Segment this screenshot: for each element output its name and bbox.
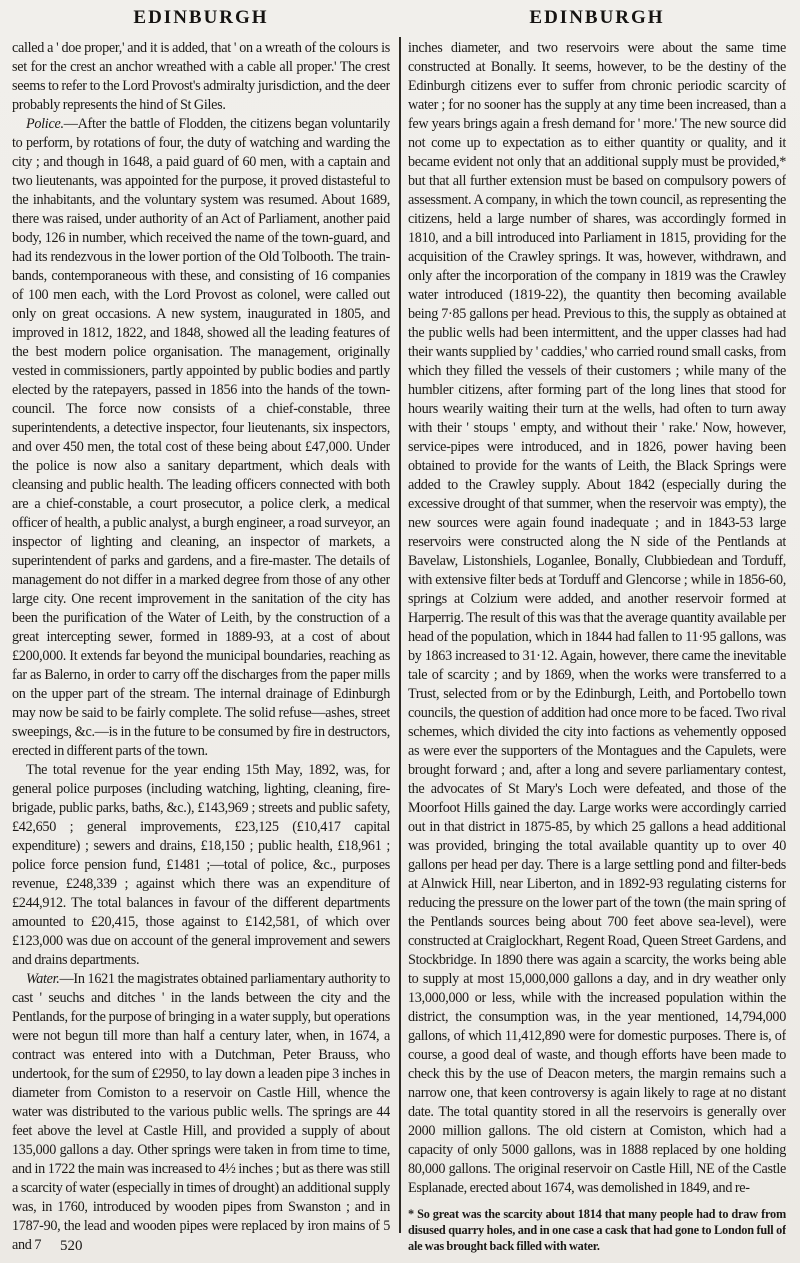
paragraph-lead: Water. <box>26 971 60 987</box>
left-column <box>12 39 390 1257</box>
text-columns <box>12 39 788 1257</box>
paragraph: inches diameter, and two reservoirs were about the same time constructed at Bonally. It seems, however, to be the destiny of the Edinburgh citizens ever to suffer from chronic periodic scarcity of water ; for no sooner has the supply at any time been increased, than a few years brings again a fresh demand for ' more.' The new source did not come up to expectation as to either quantity or quality, and it became evident not only that an additional supply must be provided,* but that all further extension must be based on compulsory powers of assessment. A company, in which the town council, as representing the citizens, held a large number of shares, was accordingly formed in 1810, and a bill introduced into Parliament in 1815, providing for the acquisition of the Crawley springs. It was, however, withdrawn, and only after the incorporation of the company in 1819 was the Crawley water introduced (1819-22), the quantity then becoming available being 7·85 gallons per head. Previous to this, the supply as obtained at the public wells had been intermittent, and the upper classes had had their wants supplied by ' caddies,' who carried round small casks, from which they filled the vessels of their customers ; while many of the humbler citizens, after forming part of the long lines that stood for hours wearily waiting their turn at the wells, had often to turn away with their ' stoups ' empty, and without their ' rake.' Now, however, service-pipes were introduced, and in 1826, power having been obtained to provide for the wants of Leith, the Black Springs were added to the Crawley supply. About 1842 (especially during the excessive drought of that summer, when the reservoir was empty), the new sources were again found inadequate ; and in 1843-53 large reservoirs were constructed along the N side of the Pentlands at Bavelaw, Listonshiels, Loganlee, Bonally, Clubbiedean and Torduff, with extensive filter beds at Torduff and Glencorse ; while in 1856-60, springs at Colzium were added, and another reservoir formed at Harperrig. The result of this was that the average quantity available per head of the population, which in 1844 had fallen to 11·95 gallons, was by 1863 increased to 31·12. Again, however, there came the inevitable tale of scarcity ; and by 1869, when the works were transferred to a Trust, selected from or by the Edinburgh, Leith, and Portobello town councils, the question of addition had once more to be faced. Two rival schemes, which divided the city into factions as vehemently opposed as were ever the supporters of the Montagues and the Capulets, were brought forward ; and, after a long and severe parliamentary contest, the advocates of St Mary's Loch were defeated, and those of the Moorfoot Hills gained the day. Large works were accordingly carried out in that district in 1875-85, by which 25 gallons a head additional was provided, bringing the total available quantity up to over 40 gallons per head per day. There is a large settling pond and filter-beds at Alnwick Hill, near Liberton, and in 1892-93 regulating cisterns for reducing the pressure on the lower part of the town (the main spring of the Pentlands sources being about 700 feet above sea-level), were constructed at Craiglockhart, Regent Road, Queen Street Gardens, and Stockbridge. In 1890 there was again a scarcity, the works being able to supply at most 15,000,000 gallons a day, and in dry weather only 13,000,000 or less, while with the increased population within the district, the consumption was, in the year mentioned, 14,794,000 gallons, of which 11,412,890 were for domestic purposes. There is, of course, a good deal of waste, and though efforts have been made to check this by the use of Deacon meters, the margin remains such a narrow one, that keen controversy is again likely to rage at no distant date. The total quantity stored in all the reservoirs is generally over 2000 million gallons. The old cistern at Comiston, which had a capacity of only 5000 gallons, was in 1888 replaced by one holding 80,000 gallons. The original reservoir on Castle Hill, NE of the Castle Esplanade, erected about 1674, was demolished in 1849, and re- <box>408 40 786 1196</box>
page-number: 520 <box>60 1238 83 1254</box>
paragraph: called a ' doe proper,' and it is added, that ' on a wreath of the colours is set for the crest an anchor wreathed with a cable all proper.' The crest seems to refer to the Lord Provost's admiralty jurisdiction, and the deer probably represents the hind of St Giles. <box>12 40 390 113</box>
paragraph: Water.—In 1621 the magistrates obtained parliamentary authority to cast ' seuchs and ditches ' in the lands between the city and the Pentlands, for the purpose of bringing in a water supply, but operations were not begun till more than half a century later, when, in 1674, a contract was entered into with a Dutchman, Peter Brauss, who undertook, for the sum of £2950, to lay down a leaden pipe 3 inches in diameter from Comiston to a reservoir on Castle Hill, whence the water was distributed to the various public wells. The springs are 44 feet above the level at Castle Hill, and provided a supply of about 135,000 gallons a day. Other springs were taken in from time to time, and in 1722 the main was increased to 4½ inches ; but as there was still a scarcity of water (especially in times of drought) an additional supply was, in 1760, introduced by wooden pipes from Swanston ; and in 1787-90, the lead and wooden pipes were replaced by iron mains of 5 and 7 <box>12 971 390 1253</box>
running-head-right: EDINBURGH <box>529 7 665 28</box>
right-column <box>408 39 786 1257</box>
paragraph: Police.—After the battle of Flodden, the citizens began voluntarily to perform, by rotations of four, the duty of watching and warding the city ; and though in 1648, a paid guard of 60 men, with a captain and two lieutenants, was appointed for the purpose, it proved distasteful to the inhabitants, and the voluntary system was resumed. About 1689, there was raised, under authority of an Act of Parliament, another paid body, 126 in number, which received the name of the town-guard, and had its rendezvous in the lower portion of the Old Tolbooth. The train-bands, contemporaneous with these, and consisting of 16 companies of 100 men each, with the Lord Provost as colonel, were called out only on great occasions. A new system, inaugurated in 1805, and improved in 1812, 1822, and 1848, showed all the leading features of the best modern police organisation. The management, originally vested in commissioners, partly appointed by public bodies and partly elected by the ratepayers, passed in 1856 into the hands of the town-council. The force now consists of a chief-constable, three superintendents, a detective inspector, four lieutenants, six inspectors, and over 450 men, the total cost of these being about £47,000. Under the police is now also a sanitary department, which deals with cleansing and public health. The leading officers connected with both are a chief-constable, a court prosecutor, a police clerk, a medical officer of health, a public analyst, a burgh engineer, a road surveyor, an inspector of lighting and cleaning, an inspector of markets, a superintendent of parks and gardens, and a fire-master. The details of management do not differ in a marked degree from those of any other large city. One recent improvement in the sanitation of the city has been the purification of the Water of Leith, by the construction of a great intercepting sewer, formed in 1889-93, at a cost of about £200,000. It extends far beyond the municipal boundaries, reaching as far as Balerno, in order to carry off the discharges from the paper mills on the upper part of the stream. The internal drainage of Edinburgh may now be said to be fairly complete. The solid refuse—ashes, street sweepings, &c.—is in the future to be consumed by fire in destructors, erected in different parts of the town. <box>12 116 390 759</box>
paragraph-lead: Police. <box>26 116 64 132</box>
running-head-left: EDINBURGH <box>133 7 269 28</box>
footnote: * So great was the scarcity about 1814 that many people had to draw from disused quarry holes, and in one case a cask that had gone to London full of ale was brought back filled with water. <box>408 1207 786 1253</box>
paragraph: The total revenue for the year ending 15th May, 1892, was, for general police purposes (including watching, lighting, cleaning, fire-brigade, public parks, baths, &c.), £143,969 ; streets and public safety, £42,650 ; general improvements, £23,125 (£10,417 capital expenditure) ; sewers and drains, £18,150 ; public health, £18,961 ; police force pension fund, £1481 ;—total of police, &c., purposes revenue, £248,339 ; against which there was an expenditure of £244,912. The total balances in favour of the different departments amounted to £20,415, those against to £142,581, of which over £123,000 was due on account of the general improvement and sewers and drains departments. <box>12 762 390 968</box>
